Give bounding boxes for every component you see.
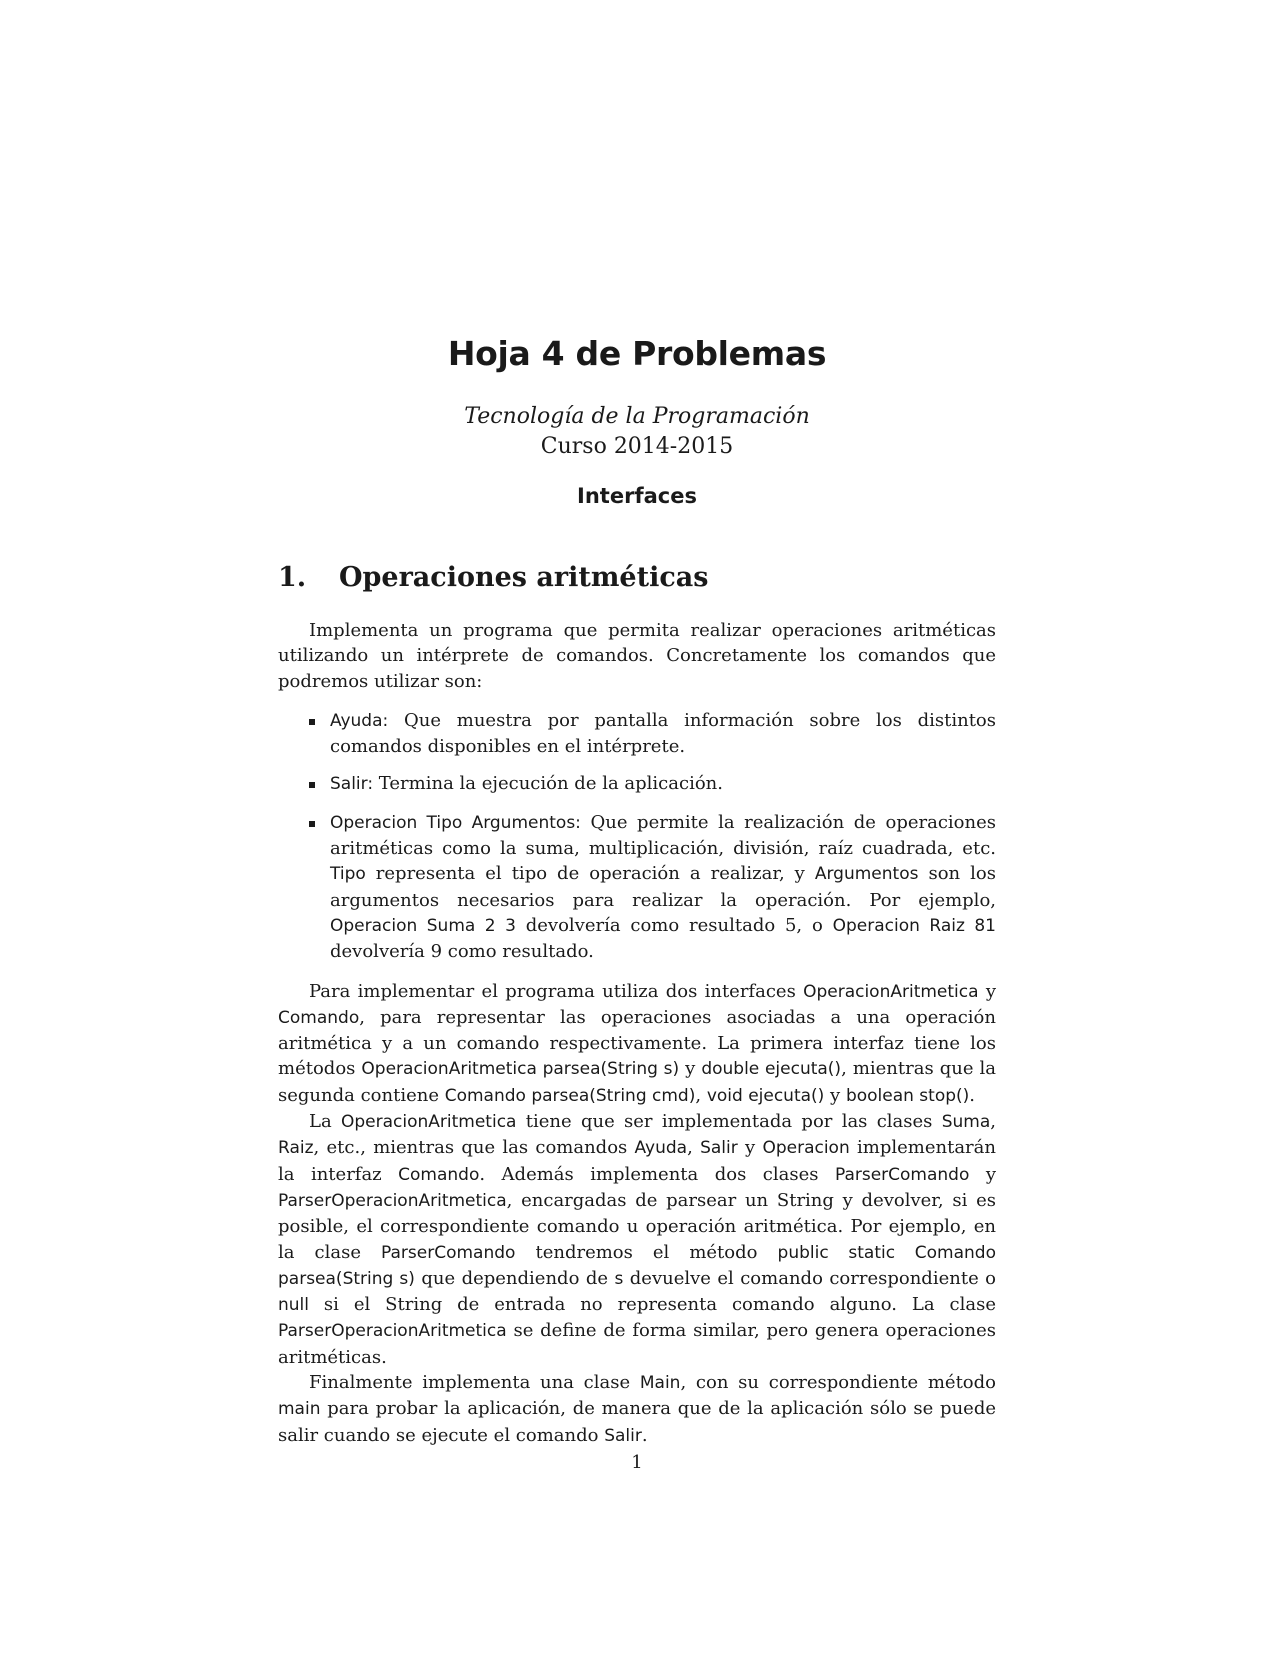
page-number: 1: [631, 1452, 643, 1473]
command-list: [278, 708, 996, 965]
bullet-icon: [309, 821, 315, 827]
list-item: Ayuda: Que muestra por pantalla información sobre los distintos comandos disponibles en el intérprete.: [330, 708, 996, 760]
subject-name: Tecnología de la Programación: [464, 404, 810, 429]
bullet-icon: [309, 719, 315, 725]
document-page: [278, 0, 996, 1656]
command-term: Ayuda:: [330, 710, 389, 731]
course-year: Curso 2014-2015: [540, 434, 734, 459]
command-term: Operacion Tipo Argumentos:: [330, 812, 581, 833]
command-term: Salir:: [330, 774, 374, 795]
section-number: 1.: [278, 562, 307, 593]
main-class-paragraph: Finalmente implementa una clase Main, con su correspondiente método main para probar la aplicación, de manera que de la aplicación sólo se puede salir cuando se ejecute el comando Salir.: [278, 1372, 996, 1446]
section-title: Operaciones aritméticas: [339, 562, 709, 593]
section-heading: [278, 562, 996, 593]
document-title: Hoja 4 de Problemas: [447, 334, 827, 373]
bullet-icon: [309, 782, 315, 788]
intro-paragraph: Implementa un programa que permita realizar operaciones aritméticas utilizando un intérprete de comandos. Concretamente los comandos que podremos utilizar son:: [278, 620, 996, 692]
implementation-paragraph: La OperacionAritmetica tiene que ser implementada por las clases Suma, Raiz, etc., mientras que las comandos Ayuda, Salir y Operacion implementarán la interfaz Comando. Además implementa dos clases ParserComando y ParserOperacionAritmetica, encargadas de parsear un String y devolver, si es posible, el correspondiente comando u operación aritmética. Por ejemplo, en la clase ParserComando tendremos el método public static Comando parsea(String s) que dependiendo de s devuelve el comando correspondiente o null si el String de entrada no representa comando alguno. La clase ParserOperacionAritmetica se define de forma similar, pero genera operaciones aritméticas.: [278, 1111, 997, 1368]
interfaces-paragraph: Para implementar el programa utiliza dos interfaces OperacionAritmetica y Comando, para representar las operaciones asociadas a una operación aritmética y a un comando respectivamente. La primera interfaz tiene los métodos OperacionAritmetica parsea(String s) y double ejecuta(), mientras que la segunda contiene Comando parsea(String cmd), void ejecuta() y boolean stop().: [278, 980, 997, 1106]
section-body: [278, 618, 996, 1449]
list-item: Operacion Tipo Argumentos: Que permite la realización de operaciones aritméticas como la suma, multiplicación, división, raíz cuadrada, etc. Tipo representa el tipo de operación a realizar, y Argumentos son los argumentos necesarios para realizar la operación. Por ejemplo, Operacion Suma 2 3 devolvería como resultado 5, o Operacion Raiz 81 devolvería 9 como resultado.: [330, 810, 996, 965]
topic-heading: Interfaces: [577, 484, 697, 508]
list-item: Salir: Termina la ejecución de la aplicación.: [330, 771, 996, 797]
